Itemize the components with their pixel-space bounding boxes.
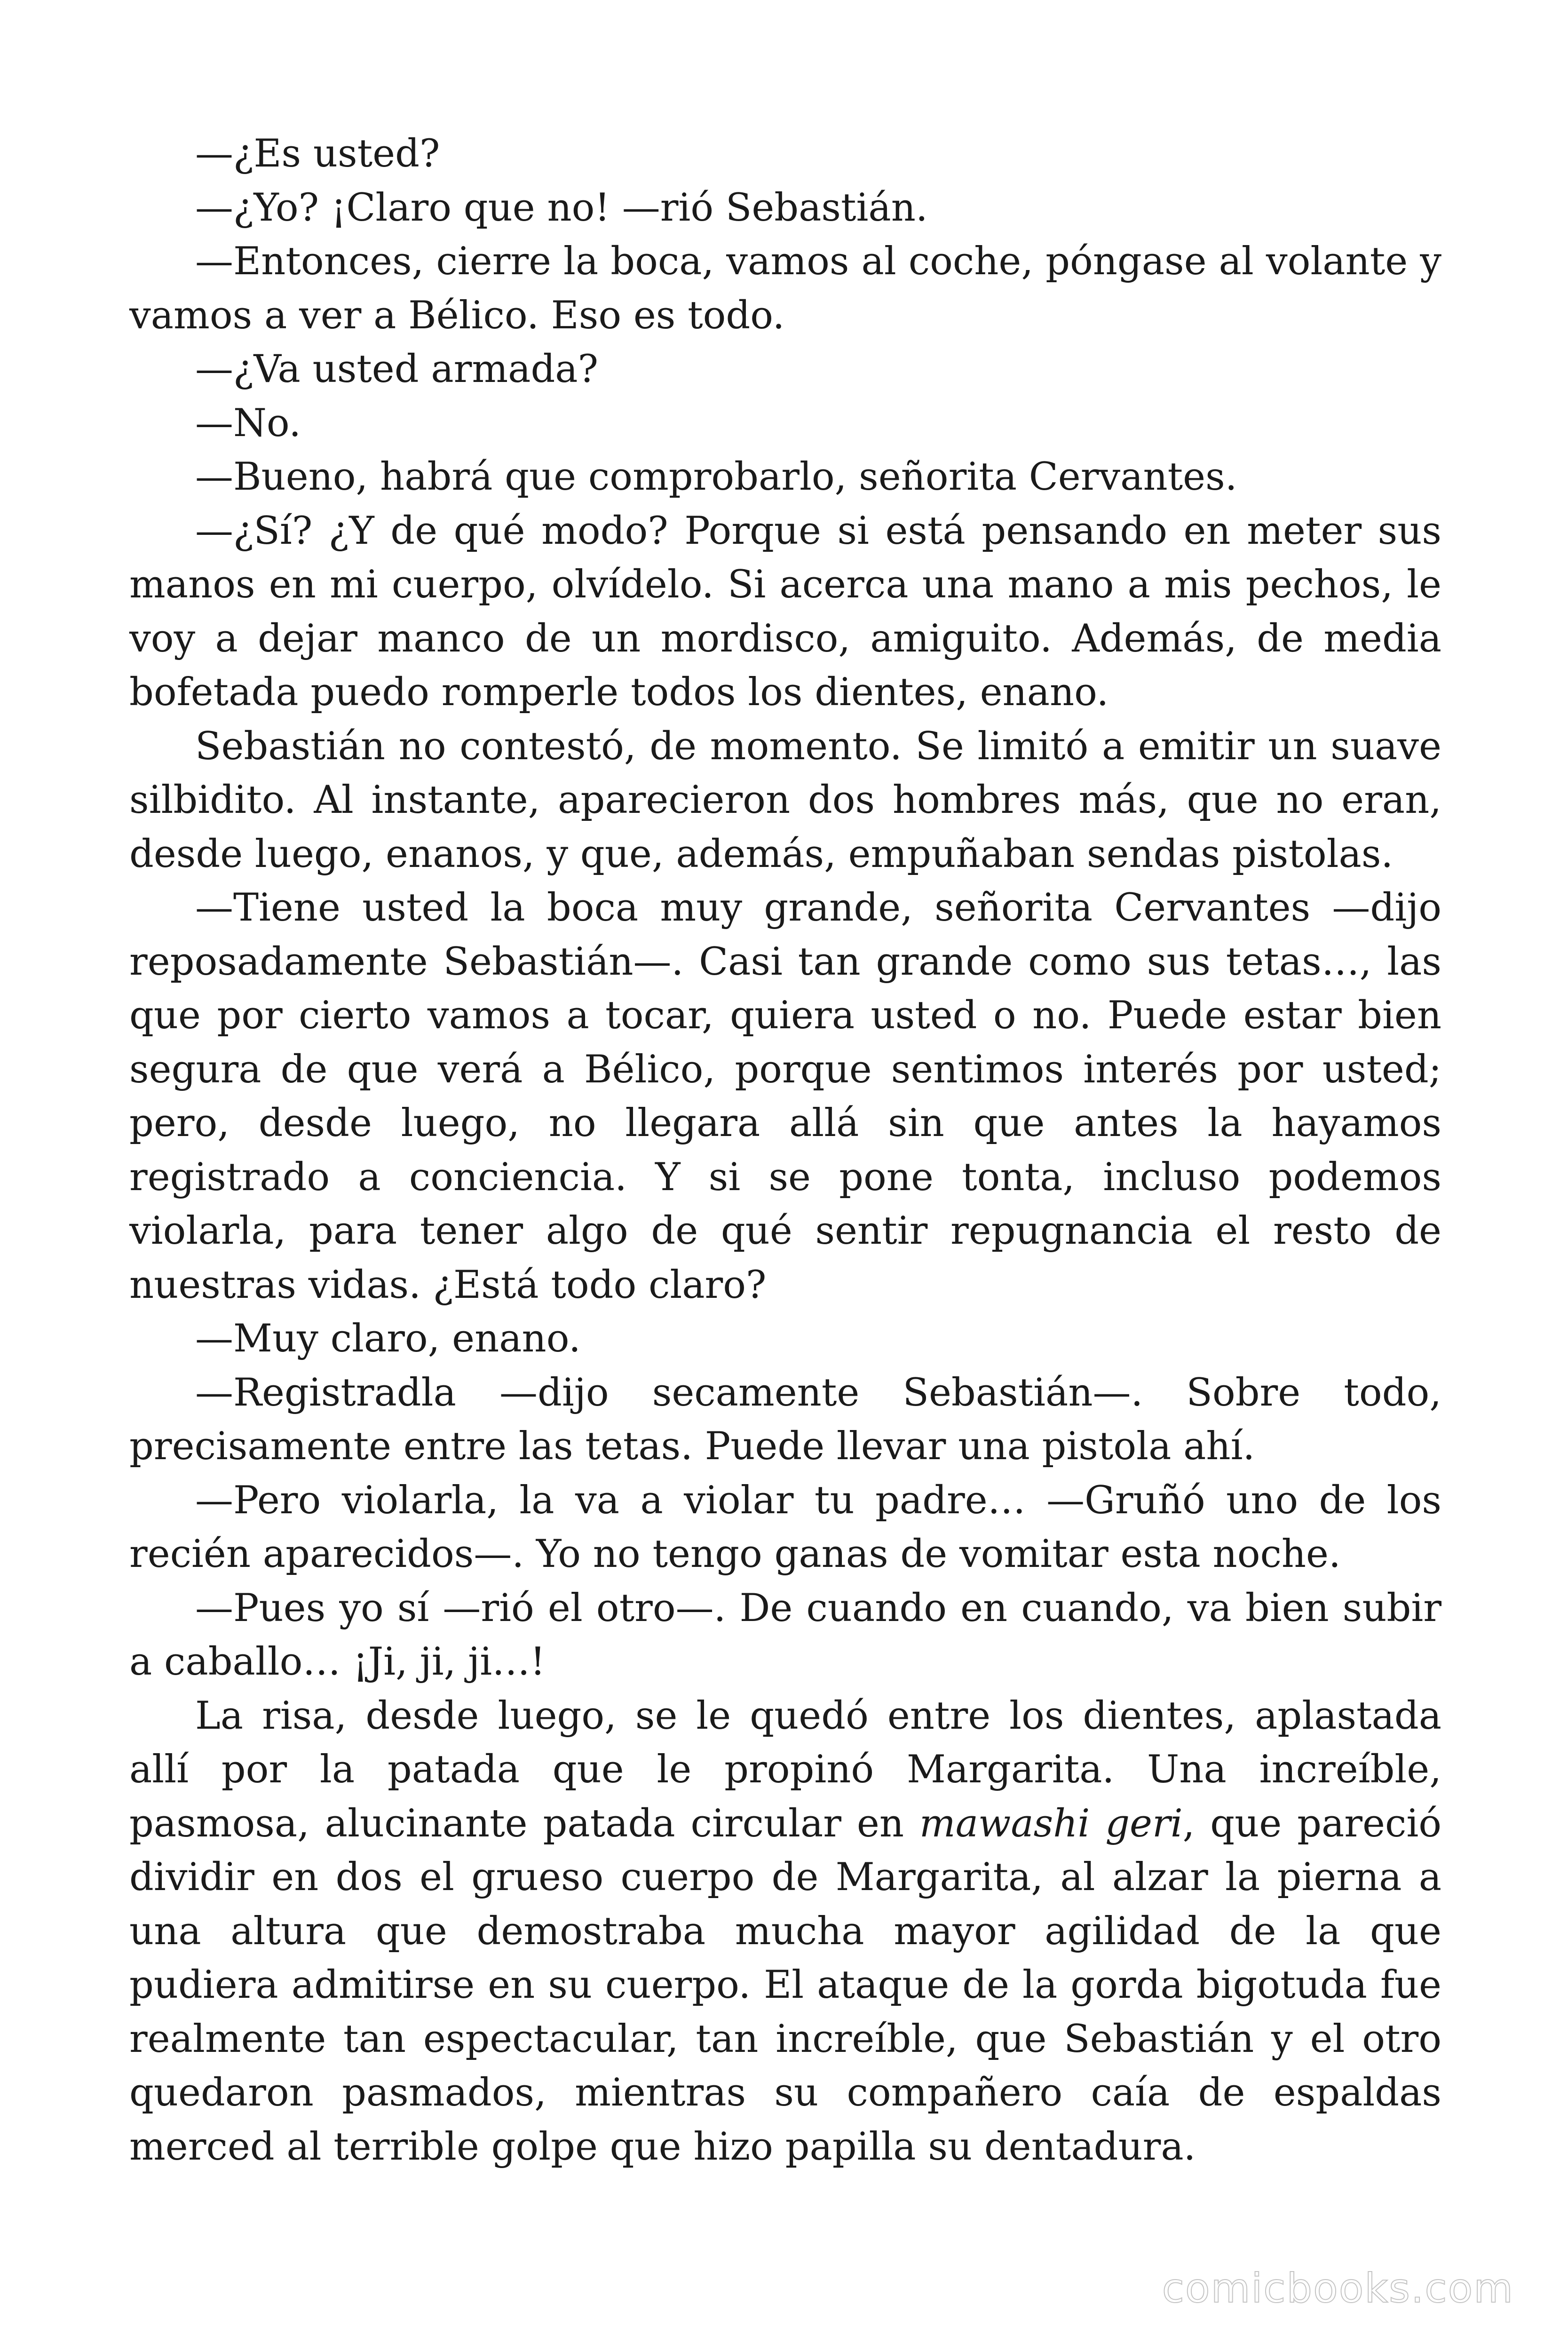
italic-term: mawashi geri (919, 1801, 1183, 1846)
paragraph: —Muy claro, enano. (195, 1317, 581, 1361)
paragraph: —¿Es usted? (195, 132, 440, 176)
paragraph: —Tiene usted la boca muy grande, señorita Cervantes —dijo reposadamente Sebastián—. Casi tan grande como sus tetas…, las que por cierto vamos a tocar, quiera usted o no. Puede estar bien segura de que verá a Bélico, porque sentimos interés por usted; pero, desde luego, no llegara allá sin que antes la hayamos registrado a conciencia. Y si se pone tonta, incluso podemos violarla, para tener algo de qué sentir repugnancia el resto de nuestras vidas. ¿Está todo claro? (129, 886, 1441, 1307)
paragraph-text: La risa, desde luego, se le quedó entre los dientes, aplastada allí por la patada que le propinó Margarita. Una increíble, pasmosa, alucinante patada circular en (129, 1693, 1441, 1846)
paragraph-last (129, 1689, 1441, 2174)
paragraph-text: , que pareció dividir en dos el grueso cuerpo de Margarita, al alzar la pierna a una altura que demostraba mucha mayor agilidad de la que pudiera admitirse en su cuerpo. El ataque de la gorda bigotuda fue realmente tan espectacular, tan increíble, que Sebastián y el otro quedaron pasmados, mientras su compañero caía de espaldas merced al terrible golpe que hizo papilla su dentadura. (129, 1801, 1441, 2169)
paragraph: —¿Sí? ¿Y de qué modo? Porque si está pensando en meter sus manos en mi cuerpo, olvídelo. Si acerca una mano a mis pechos, le voy a dejar manco de un mordisco, amiguito. Además, de media bofetada puedo romperle todos los dientes, enano. (129, 509, 1441, 715)
paragraph: —Pero violarla, la va a violar tu padre… —Gruñó uno de los recién aparecidos—. Yo no tengo ganas de vomitar esta noche. (129, 1478, 1441, 1576)
page-body (129, 127, 1441, 2174)
watermark: comicbooks.com (1162, 2265, 1514, 2312)
paragraph: —Entonces, cierre la boca, vamos al coche, póngase al volante y vamos a ver a Bélico. Eso es todo. (129, 239, 1441, 338)
paragraph: —Pues yo sí —rió el otro—. De cuando en cuando, va bien subir a caballo… ¡Ji, ji, ji…! (129, 1586, 1441, 1684)
paragraph: —Bueno, habrá que comprobarlo, señorita Cervantes. (195, 455, 1237, 499)
paragraph: Sebastián no contestó, de momento. Se limitó a emitir un suave silbidito. Al instante, aparecieron dos hombres más, que no eran, desde luego, enanos, y que, además, empuñaban sendas pistolas. (129, 724, 1441, 876)
paragraph: —Registradla —dijo secamente Sebastián—. Sobre todo, precisamente entre las tetas. Puede llevar una pistola ahí. (129, 1370, 1441, 1469)
paragraph: —¿Va usted armada? (195, 347, 599, 391)
paragraph: —No. (195, 401, 301, 445)
paragraph: —¿Yo? ¡Claro que no! —rió Sebastián. (195, 185, 928, 230)
